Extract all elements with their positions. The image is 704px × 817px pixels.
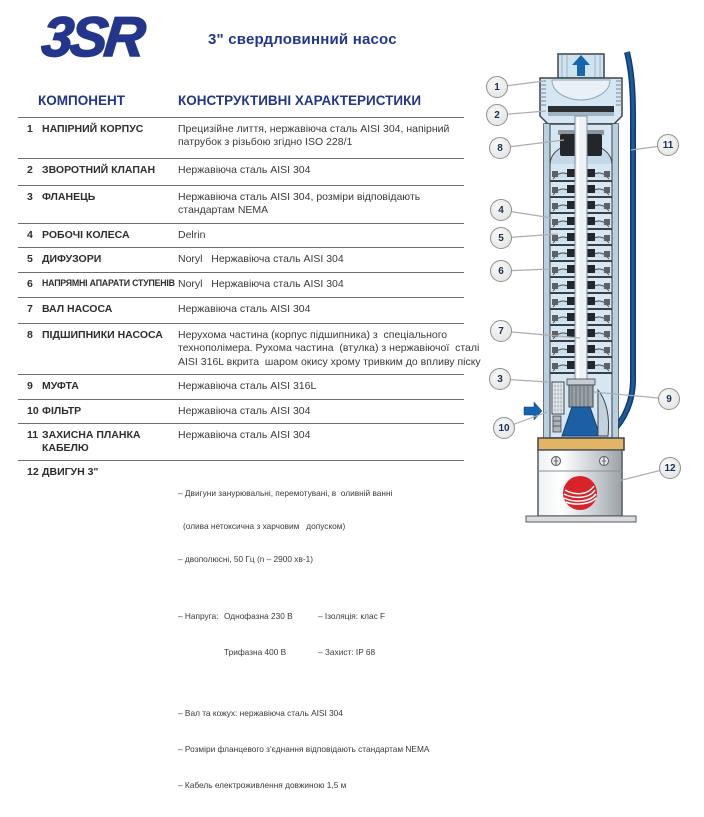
table-row <box>18 297 464 323</box>
component-name: ПІДШИПНИКИ НАСОСА <box>42 328 163 341</box>
callout-1: 1 <box>486 76 508 98</box>
component-name: ФІЛЬТР <box>42 404 82 417</box>
row-number: 8 <box>27 328 33 341</box>
table-row <box>18 323 483 374</box>
pedrollo-logo-icon <box>563 476 597 510</box>
motor-screw-icon <box>600 457 609 466</box>
component-name: ДВИГУН 3" <box>42 466 99 479</box>
component-name: ДИФУЗОРИ <box>42 253 102 266</box>
callout-11: 11 <box>657 134 679 156</box>
callout-2: 2 <box>486 104 508 126</box>
row-number: 11 <box>27 428 39 441</box>
component-spec: Нержавіюча сталь AISI 304 <box>178 404 311 417</box>
component-name: ФЛАНЕЦЬ <box>42 191 96 203</box>
table-row <box>18 374 464 398</box>
row-number: 7 <box>27 302 33 315</box>
table-row <box>18 223 464 247</box>
component-name: ВАЛ НАСОСА <box>42 302 113 315</box>
component-spec: Нержавіюча сталь AISI 304 <box>178 302 311 315</box>
motor-screw-icon <box>552 457 561 466</box>
component-name: ЗВОРОТНИЙ КЛАПАН <box>42 164 156 176</box>
base-plate <box>526 516 636 522</box>
pump-shaft <box>575 116 587 408</box>
motor-spec-line: (олива нетоксична з харчовим допуском) <box>183 520 346 531</box>
table-row <box>18 185 464 223</box>
table-row <box>18 423 464 460</box>
component-spec: Нержавіюча сталь AISI 304 <box>178 164 311 176</box>
table-row <box>18 158 464 185</box>
callout-5: 5 <box>490 227 512 249</box>
table-header <box>18 94 464 107</box>
insulation-class: – Ізоляція: клас F <box>318 611 386 622</box>
voltage-label: – Напруга: <box>178 611 219 622</box>
component-name: НАПІРНИЙ КОРПУС <box>42 123 144 135</box>
motor-spec-line: – Вал та кожух: нержавіюча сталь AISI 304 <box>178 707 343 718</box>
protection-class: – Захист: IP 68 <box>318 647 376 658</box>
row-number: 2 <box>27 164 33 176</box>
component-table <box>18 93 483 817</box>
motor-spec-line: – Розміри фланцевого з'єднання відповідають стандартам NEMA <box>178 743 430 754</box>
row-number: 6 <box>27 277 33 290</box>
table-row-motor <box>18 460 464 817</box>
component-spec: Noryl Нержавіюча сталь AISI 304 <box>178 277 344 290</box>
table-row <box>18 117 464 158</box>
callout-4: 4 <box>490 199 512 221</box>
check-valve-seat <box>548 106 614 112</box>
component-spec: Нержавіюча сталь AISI 304, розміри відповідають стандартам NEMA <box>178 191 424 217</box>
table-row <box>18 247 464 271</box>
callout-3: 3 <box>489 368 511 390</box>
column-header-component: КОМПОНЕНТ <box>38 93 125 108</box>
voltage-single-line <box>178 611 304 622</box>
callout-8: 8 <box>489 137 511 159</box>
callout-6: 6 <box>490 260 512 282</box>
table-row <box>18 272 464 297</box>
motor-spec-line: – Кабель електроживлення довжиною 1,5 м <box>178 779 347 790</box>
callout-9: 9 <box>658 388 680 410</box>
row-number: 1 <box>27 123 33 135</box>
callout-12: 12 <box>659 457 681 479</box>
voltage-three-value: Трифазна 400 В <box>224 647 287 658</box>
component-spec: Delrin <box>178 228 206 241</box>
coupling-band <box>538 438 624 450</box>
component-spec: Прецизійне лиття, нержавіюча сталь AISI 304, напірний патрубок з різьбою згідно ISO 228/1 <box>178 123 453 149</box>
component-name: РОБОЧІ КОЛЕСА <box>42 228 130 241</box>
motor-spec-line: – двополюсні, 50 Гц (n – 2900 хв-1) <box>178 553 314 564</box>
component-spec: Нержавіюча сталь AISI 316L <box>178 380 317 393</box>
column-header-specs: КОНСТРУКТИВНІ ХАРАКТЕРИСТИКИ <box>178 93 422 108</box>
row-number: 3 <box>27 191 33 203</box>
voltage-column <box>178 590 304 681</box>
component-name: НАПРЯМНІ АПАРАТИ СТУПЕНІВ <box>42 277 175 288</box>
coupling <box>569 385 593 407</box>
page-title: 3" свердловинний насос <box>208 31 397 48</box>
component-name: ЗАХИСНА ПЛАНКА КАБЕЛЮ <box>42 428 141 455</box>
logo-text: 3SR <box>39 5 146 68</box>
motor-voltage-block <box>178 590 464 681</box>
callout-10: 10 <box>493 417 515 439</box>
row-number: 4 <box>27 228 33 241</box>
voltage-single-value: Однофазна 230 В <box>224 611 293 622</box>
callout-7: 7 <box>490 320 512 342</box>
motor-spec-line: – Двигуни занурювальні, перемотувані, в оливній ванні <box>178 488 393 499</box>
bsr-logo-icon <box>24 2 199 70</box>
row-number: 5 <box>27 253 33 266</box>
row-number: 12 <box>27 466 39 479</box>
motor-section <box>526 438 636 522</box>
table-row <box>18 399 464 423</box>
component-spec: Нержавіюча сталь AISI 304 <box>178 428 311 441</box>
component-spec: Нерухома частина (корпус підшипника) з спеціального технополімера. Рухома частина (втулка) з нержавіючої сталі AISI 316L вкрита шаром окису хрому тривким до впливу піску <box>178 328 483 368</box>
component-spec: Noryl Нержавіюча сталь AISI 304 <box>178 253 344 266</box>
insulation-column <box>318 590 385 681</box>
discharge-port <box>558 54 604 78</box>
bsr-logo <box>24 2 199 75</box>
row-number: 9 <box>27 380 33 393</box>
motor-specs <box>178 466 464 812</box>
component-name: МУФТА <box>42 380 79 393</box>
row-number: 10 <box>27 404 39 417</box>
